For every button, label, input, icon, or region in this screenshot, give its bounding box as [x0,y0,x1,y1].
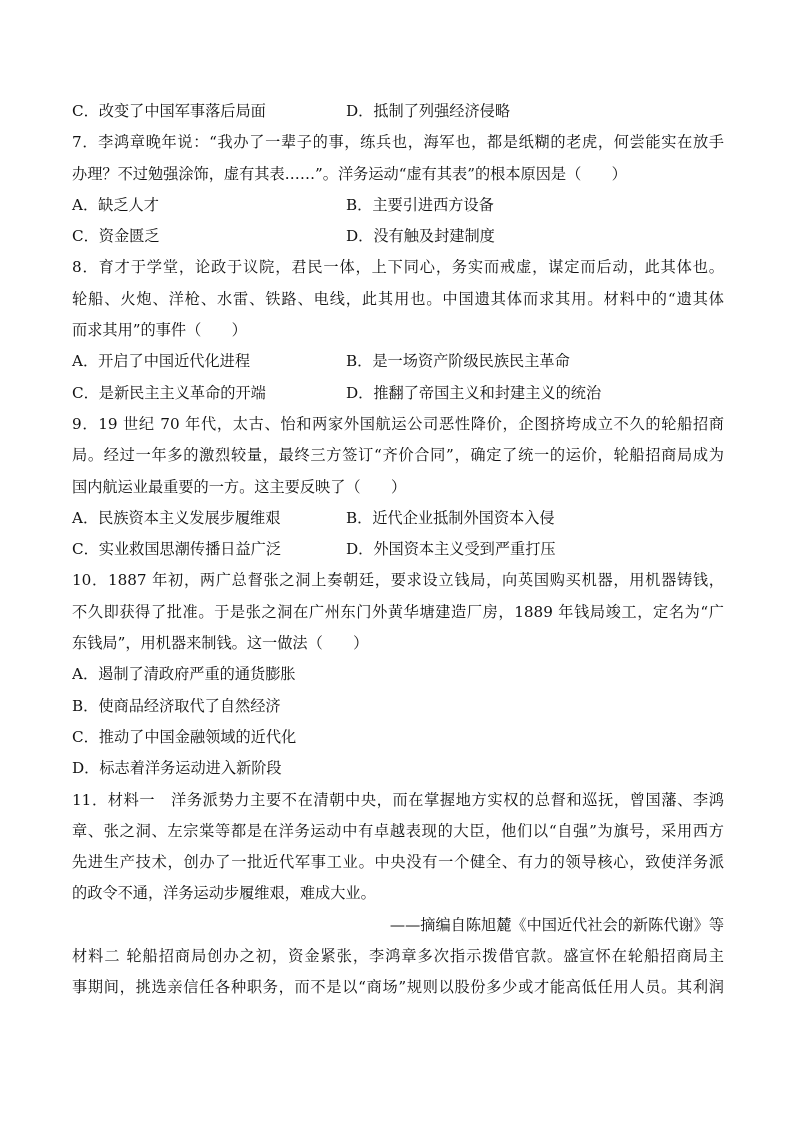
q10-option-d[interactable]: D．标志着洋务运动进入新阶段 [72,759,282,778]
q9-options-row-ab [72,503,724,534]
q9-option-d[interactable]: D．外国资本主义受到严重打压 [346,540,556,559]
q7-options-row-cd [72,221,724,252]
q6-option-c[interactable]: C．改变了中国军事落后局面 [72,102,266,120]
q9-stem-line-1: 9．19 世纪 70 年代，太古、怡和两家外国航运公司恶性降价，企图挤垮成立不久的轮船招商 [72,414,724,433]
q11-material1-line-3: 先进生产技术，创办了一批近代军事工业。中央没有一个健全、有力的领导核心，致使洋务派 [72,853,724,872]
q10-option-b[interactable]: B．使商品经济取代了自然经济 [72,696,281,715]
q7-stem-line-1: 7．李鸿章晚年说：“我办了一辈子的事，练兵也，海军也，都是纸糊的老虎，何尝能实在放手 [72,133,724,152]
q9-stem-line-2: 局。经过一年多的激烈较量，最终三方签订“齐价合同”，确定了统一的运价，轮船招商局成为 [72,446,724,465]
q11-material1-source: ——摘编自陈旭麓《中国近代社会的新陈代谢》等 [389,915,724,934]
q6-options-row-cd [72,96,724,127]
q9-option-c[interactable]: C．实业救国思潮传播日益广泛 [72,540,282,559]
q8-stem-line-3: 而求其用”的事件（ ） [72,321,247,340]
q8-option-d[interactable]: D．推翻了帝国主义和封建主义的统治 [346,383,602,402]
q9-option-b[interactable]: B．近代企业抵制外国资本入侵 [346,508,555,527]
q7-option-b[interactable]: B．主要引进西方设备 [346,195,494,214]
q11-material1-line-4: 的政令不通，洋务运动步履维艰，难成大业。 [72,884,376,903]
q8-stem-line-2: 轮船、火炮、洋枪、水雷、铁路、电线，此其用也。中国遗其体而求其用。材料中的“遗其体 [72,289,724,308]
q7-option-a[interactable]: A．缺乏人才 [72,195,159,214]
q7-stem-line-2: 办理？不过勉强涂饰，虚有其表……”。洋务运动“虚有其表”的根本原因是（ ） [72,164,627,183]
q11-material1-line-1: 11．材料一 洋务派势力主要不在清朝中央，而在掌握地方实权的总督和巡抚，曾国藩、李鸿 [72,790,724,809]
q7-options-row-ab [72,190,724,221]
q11-material2-line-1: 材料二 轮船招商局创办之初，资金紧张，李鸿章多次指示拨借官款。盛宣怀在轮船招商局主 [72,947,724,966]
q10-stem-line-3: 东钱局”，用机器来制钱。这一做法（ ） [72,634,369,653]
q9-options-row-cd [72,534,724,565]
q10-stem-line-2: 不久即获得了批准。于是张之洞在广州东门外黄华塘建造厂房，1889 年钱局竣工，定名为“广 [72,602,724,621]
q7-option-c[interactable]: C．资金匮乏 [72,227,160,246]
q11-material1-line-2: 章、张之洞、左宗棠等都是在洋务运动中有卓越表现的大臣，他们以“自强”为旗号，采用西方 [72,821,724,840]
q8-options-row-ab [72,346,724,377]
q6-option-d[interactable]: D．抵制了列强经济侵略 [346,102,511,120]
q11-material2-line-2: 事期间，挑选亲信任各种职务，而不是以“商场”规则以股份多少或才能高低任用人员。其利润 [72,978,724,997]
q10-stem-line-1: 10．1887 年初，两广总督张之洞上奏朝廷，要求设立钱局，向英国购买机器，用机器铸钱， [72,571,724,590]
q10-option-c[interactable]: C．推动了中国金融领域的近代化 [72,727,297,746]
q8-option-b[interactable]: B．是一场资产阶级民族民主革命 [346,352,570,371]
q8-option-c[interactable]: C．是新民主主义革命的开端 [72,383,266,402]
q9-stem-line-3: 国内航运业最重要的一方。这主要反映了（ ） [72,477,407,496]
q10-option-a[interactable]: A．遏制了清政府严重的通货膨胀 [72,665,296,684]
q8-stem-line-1: 8．育才于学堂，论政于议院，君民一体，上下同心，务实而戒虚，谋定而后动，此其体也。 [72,258,724,277]
q7-option-d[interactable]: D．没有触及封建制度 [346,227,495,246]
q9-option-a[interactable]: A．民族资本主义发展步履维艰 [72,508,281,527]
exam-page [72,96,724,1004]
q8-options-row-cd [72,378,724,409]
q8-option-a[interactable]: A．开启了中国近代化进程 [72,352,251,371]
